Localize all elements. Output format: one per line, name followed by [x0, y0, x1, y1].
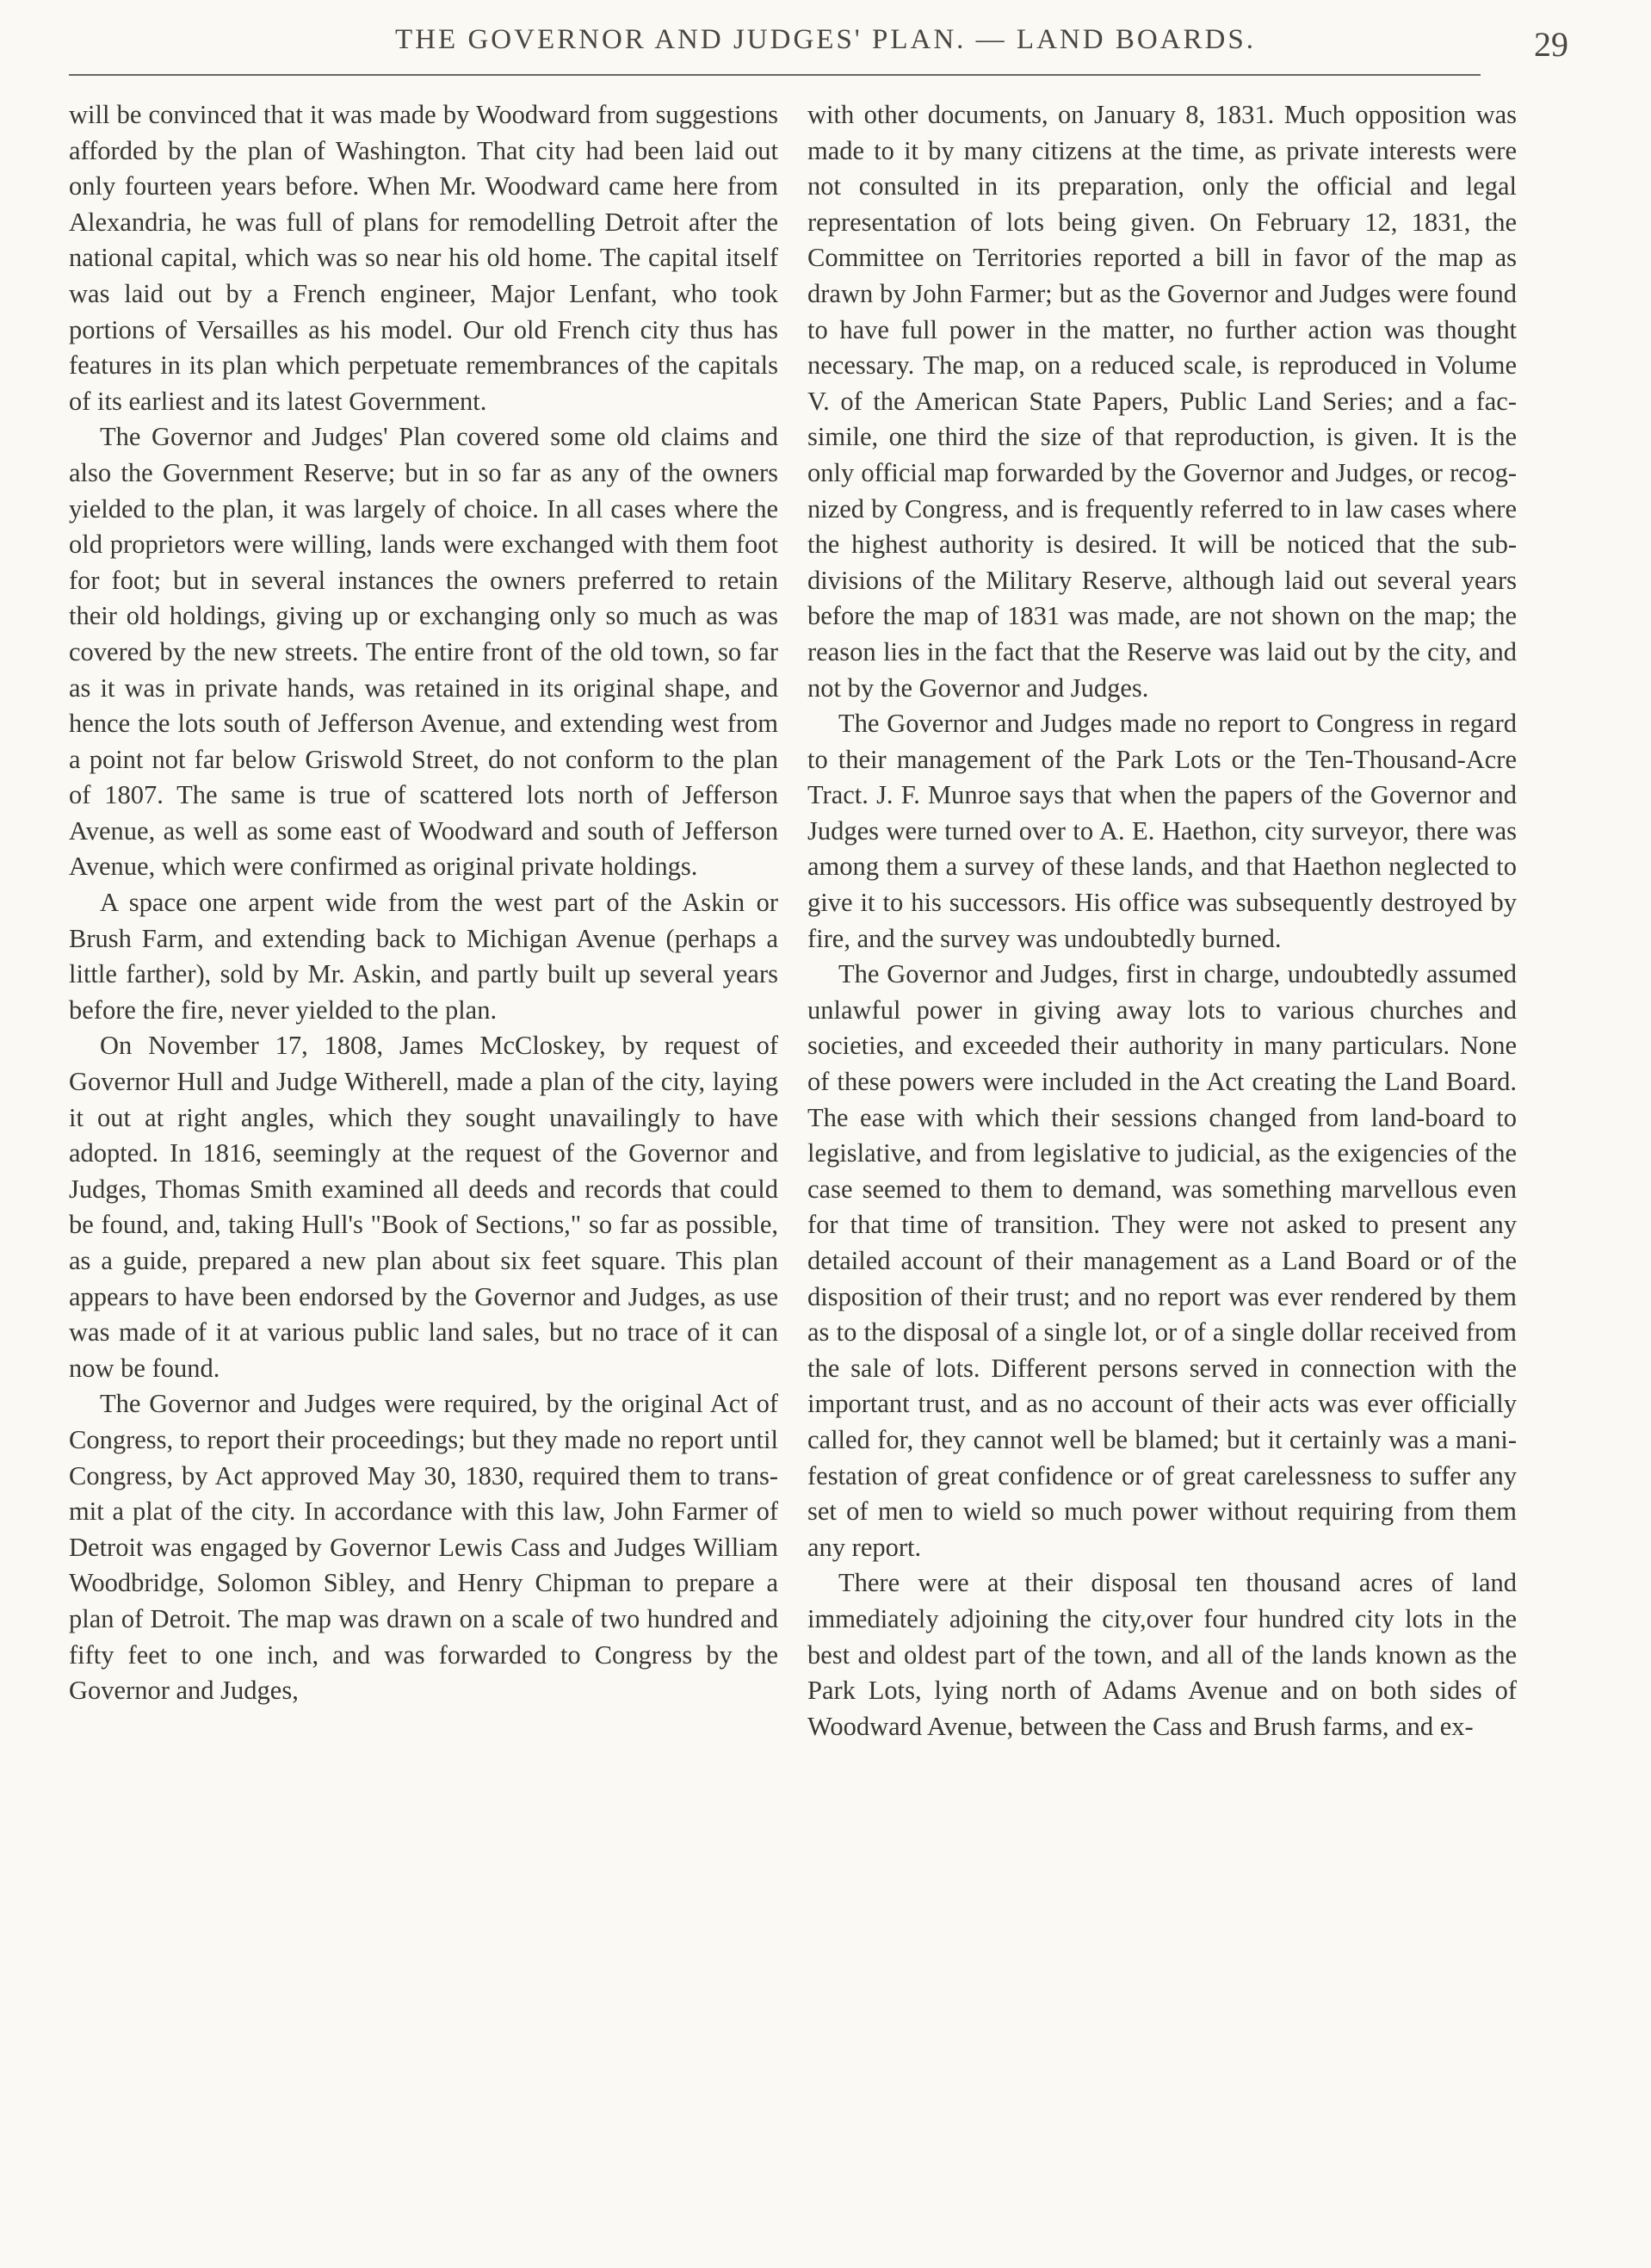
running-head-title: THE GOVERNOR AND JUDGES' PLAN. — LAND BOARDS.: [395, 24, 1256, 55]
left-column: [69, 97, 778, 1709]
paragraph: The Governor and Judges' Plan covered some old claims and also the Government Reserve; but in so far as any of the owners yielded to the plan, it was largely of choice. In all cases where the old proprietors were willing, lands were exchanged with them foot for foot; but in several instances the owners preferred to retain their old holdings, giving up or exchanging only so much as was covered by the new streets. The entire front of the old town, so far as it was in private hands, was retained in its original shape, and hence the lots south of Jefferson Avenue, and extending west from a point not far below Griswold Street, do not conform to the plan of 1807. The same is true of scattered lots north of Jefferson Avenue, as well as some east of Woodward and south of Jefferson Avenue, which were confirmed as original private holdings.: [69, 422, 778, 882]
right-column: [807, 97, 1517, 1744]
paragraph: A space one arpent wide from the west part of the Askin or Brush Farm, and extending back to Michigan Avenue (perhaps a little farther), sold by Mr. Askin, and partly built up several years before the fire, never yielded to the plan.: [69, 888, 778, 1025]
paragraph: On November 17, 1808, James McCloskey, by request of Governor Hull and Judge Witherell, made a plan of the city, laying it out at right angles, which they sought unavailingly to have adopted. In 1816, seemingly at the request of the Governor and Judges, Thomas Smith examined all deeds and records that could be found, and, taking Hull's "Book of Sections," so far as possible, as a guide, prepared a new plan about six feet square. This plan appears to have been endorsed by the Governor and Judges, as use was made of it at various public land sales, but no trace of it can now be found.: [69, 1031, 778, 1383]
paragraph: The Governor and Judges made no report to Congress in regard to their management of the Park Lots or the Ten-Thousand-Acre Tract. J. F. Munroe says that when the papers of the Governor and Judges were turned over to A. E. Haethon, city surveyor, there was among them a survey of these lands, and that Haethon neglected to give it to his successors. His office was subsequently destroyed by fire, and the survey was undoubtedly burned.: [807, 709, 1517, 953]
running-header: [69, 24, 1582, 76]
paragraph: The Governor and Judges, first in charge, undoubtedly assumed unlawful power in giving away lots to various churches and societies, and exceeded their authority in many particulars. None of these powers were included in the Act creating the Land Board. The ease with which their sessions changed from land-board to legislative, and from legislative to judicial, as the exigencies of the case seemed to them to demand, was something marvellous even for that time of transition. They were not asked to present any detailed account of their management as a Land Board or of the disposition of their trust; and no report was ever rendered by them as to the disposal of a single lot, or of a single dollar received from the sale of lots. Different persons served in connection with the important trust, and as no account of their acts was ever officially called for, they cannot well be blamed; but it certainly was a manifestation of great confidence or of great carelessness to suffer any set of men to wield so much power without requiring from them any report.: [807, 959, 1517, 1562]
paragraph: will be convinced that it was made by Woodward from suggestions afforded by the plan of Washington. That city had been laid out only fourteen years before. When Mr. Woodward came here from Alexandria, he was full of plans for remodelling Detroit after the national capital, which was so near his old home. The capital itself was laid out by a French engineer, Major Lenfant, who took portions of Versailles as his model. Our old French city thus has features in its plan which perpetuate remembrances of the capitals of its earliest and its latest Government.: [69, 100, 778, 416]
paragraph: The Governor and Judges were required, by the original Act of Congress, to report their proceedings; but they made no report until Congress, by Act approved May 30, 1830, required them to transmit a plat of the city. In accordance with this law, John Farmer of Detroit was engaged by Governor Lewis Cass and Judges William Woodbridge, Solomon Sibley, and Henry Chipman to prepare a plan of Detroit. The map was drawn on a scale of two hundred and fifty feet to one inch, and was forwarded to Congress by the Governor and Judges,: [69, 1389, 778, 1706]
page-number: 29: [1534, 25, 1568, 64]
paragraph: There were at their disposal ten thousand acres of land immediately adjoining the city,over four hundred city lots in the best and oldest part of the town, and all of the lands known as the Park Lots, lying north of Adams Avenue and on both sides of Woodward Avenue, between the Cass and Brush farms, and ex-: [807, 1568, 1517, 1741]
header-rule: [69, 74, 1481, 76]
paragraph: with other documents, on January 8, 1831. Much opposition was made to it by many citizens at the time, as private interests were not consulted in its preparation, only the official and legal representation of lots being given. On February 12, 1831, the Committee on Territories reported a bill in favor of the map as drawn by John Farmer; but as the Governor and Judges were found to have full power in the matter, no further action was thought necessary. The map, on a reduced scale, is reproduced in Volume V. of the American State Papers, Public Land Series; and a fac-simile, one third the size of that reproduction, is given. It is the only official map forwarded by the Governor and Judges, or recognized by Congress, and is frequently referred to in law cases where the highest authority is desired. It will be noticed that the sub-divisions of the Military Reserve, although laid out several years before the map of 1831 was made, are not shown on the map; the reason lies in the fact that the Reserve was laid out by the city, and not by the Governor and Judges.: [807, 100, 1517, 703]
